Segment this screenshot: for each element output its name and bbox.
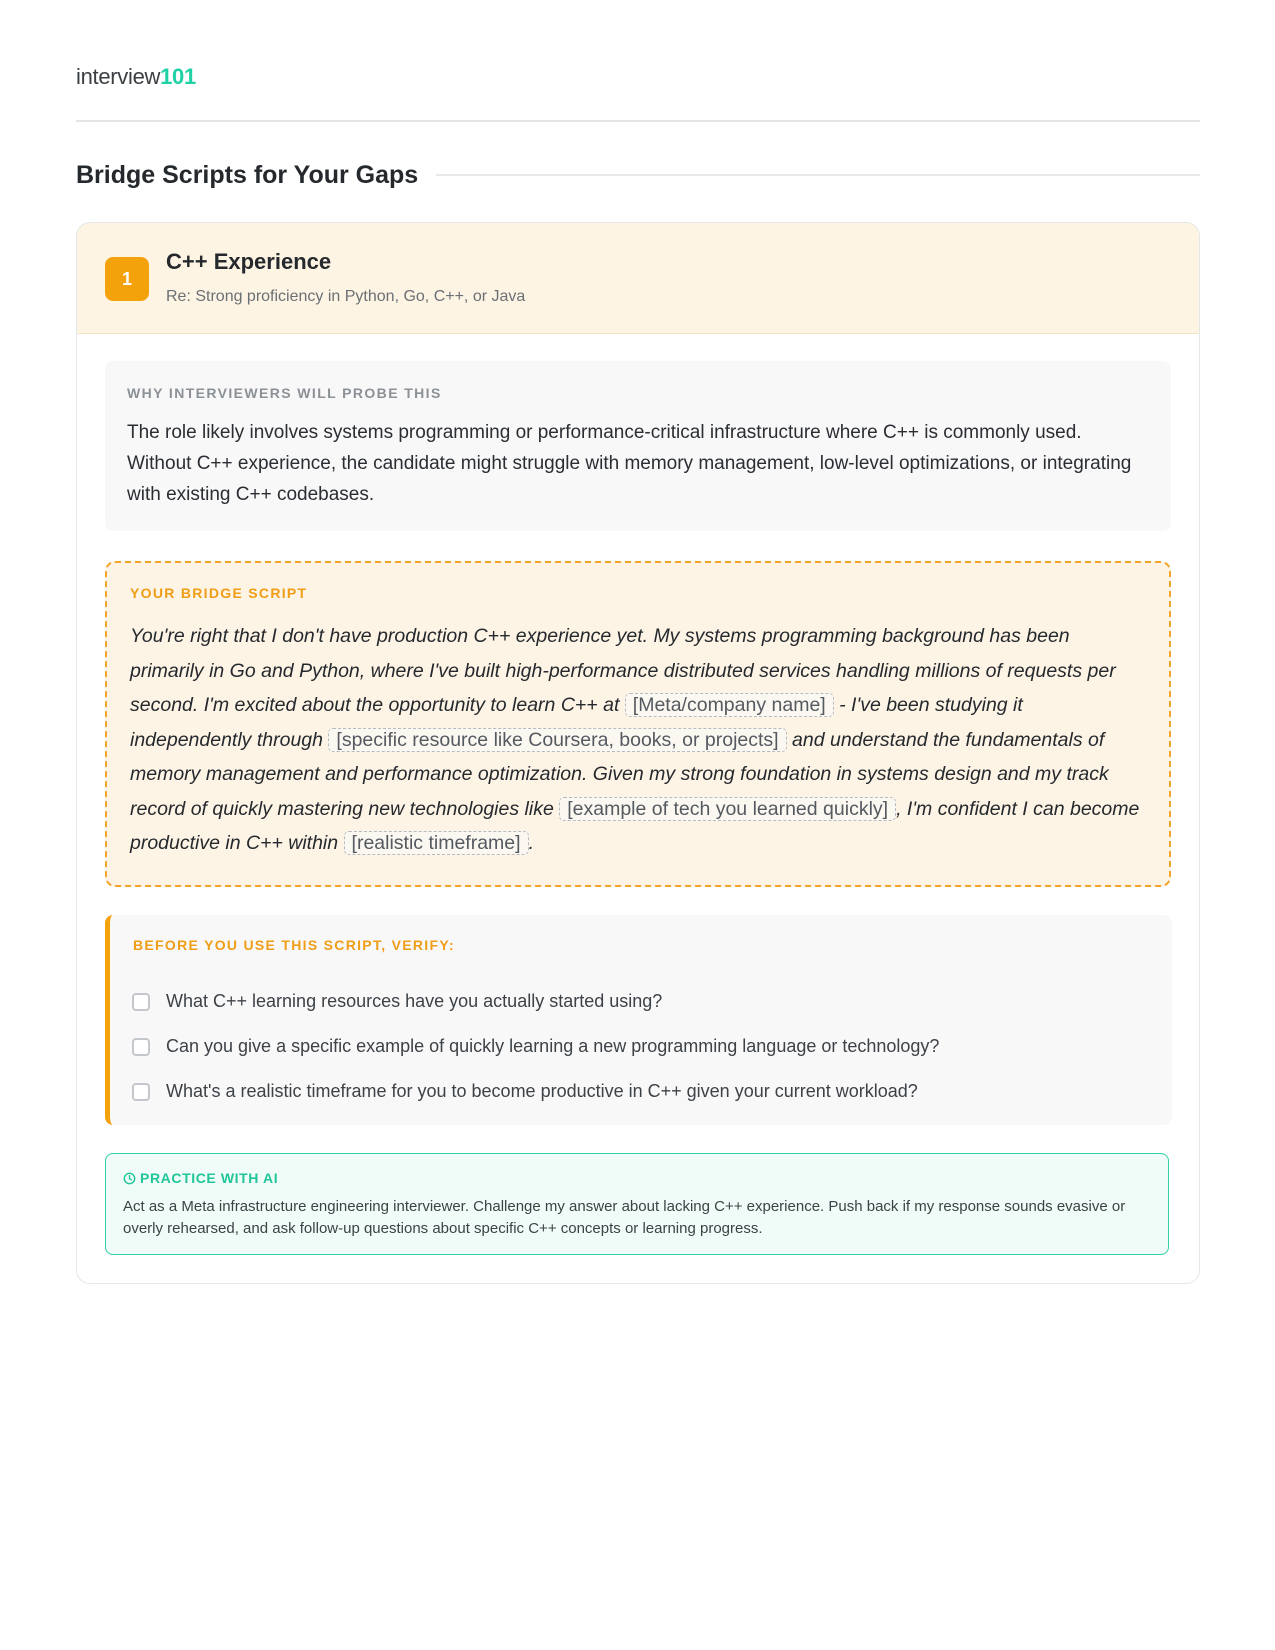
placeholder-timeframe[interactable]: [realistic timeframe] <box>344 831 529 855</box>
why-probe-text: The role likely involves systems programming or performance-critical infrastructure where C++ is commonly used. Without C++ experience, the candidate might struggle with memory management, low-level optimizations, or integrating with existing C++ codebases. <box>127 422 1132 505</box>
verify-checkbox[interactable] <box>132 1038 150 1056</box>
placeholder-resource[interactable]: [specific resource like Coursera, books, or projects] <box>328 728 786 752</box>
verify-checkbox[interactable] <box>132 1083 150 1101</box>
verify-item[interactable] <box>132 1024 939 1069</box>
section-title: Bridge Scripts for Your Gaps <box>76 160 419 189</box>
verify-list <box>132 979 939 1114</box>
gap-card <box>76 222 1200 1284</box>
practice-ai-label-text: PRACTICE WITH AI <box>140 1170 279 1186</box>
verify-checkbox[interactable] <box>132 993 150 1011</box>
placeholder-company[interactable]: [Meta/company name] <box>625 693 834 717</box>
verify-item-text: What C++ learning resources have you actually started using? <box>166 991 663 1011</box>
bridge-script-label: YOUR BRIDGE SCRIPT <box>130 585 308 601</box>
script-text-segment: - I've been studying it independently through <box>130 694 1023 751</box>
script-text-segment: , I'm confident I can become productive in C++ within <box>130 797 1140 854</box>
verify-item[interactable] <box>132 1069 939 1114</box>
practice-ai-prompt: Act as a Meta infrastructure engineering interviewer. Challenge my answer about lacking C++ experience. Push back if my response sounds evasive or overly rehearsed, and ask follow-up questions about specific C++ concepts or learning progress. <box>123 1198 1126 1237</box>
verify-label: BEFORE YOU USE THIS SCRIPT, VERIFY: <box>133 937 455 953</box>
gap-number-badge: 1 <box>105 257 149 301</box>
placeholder-tech-example[interactable]: [example of tech you learned quickly] <box>559 797 896 821</box>
bridge-script-text <box>130 619 1148 861</box>
section-divider <box>436 174 1200 176</box>
header-divider <box>76 120 1200 122</box>
bridge-script-box <box>105 561 1171 887</box>
script-text-segment: . <box>528 832 534 854</box>
why-probe-box <box>105 361 1171 531</box>
brand-word: interview <box>76 64 161 89</box>
section-header <box>76 157 1200 193</box>
gap-subtitle: Re: Strong proficiency in Python, Go, C++, or Java <box>166 288 526 305</box>
brand-number: 101 <box>160 64 196 89</box>
verify-item[interactable] <box>132 979 939 1024</box>
script-text-segment: You're right that I don't have production C++ experience yet. My systems programming background has been primarily in Go and Python, where I've built high-performance distributed services handling millions of requests per second. I'm excited about the opportunity to learn C++ at <box>130 625 1116 716</box>
verify-item-text: Can you give a specific example of quickly learning a new programming language or technology? <box>166 1036 940 1056</box>
verify-item-text: What's a realistic timeframe for you to become productive in C++ given your current workload? <box>166 1081 918 1101</box>
practice-ai-box <box>105 1153 1169 1255</box>
script-text-segment: and understand the fundamentals of memory management and performance optimization. Given my strong foundation in systems design and my track record of quickly mastering new technologies like <box>130 728 1109 820</box>
gap-card-header <box>77 223 1199 334</box>
verify-box <box>105 915 1172 1125</box>
clock-icon <box>123 1172 136 1185</box>
practice-ai-label <box>123 1170 278 1186</box>
gap-title: C++ Experience <box>166 249 332 274</box>
brand-logo[interactable] <box>76 64 196 90</box>
why-probe-label: WHY INTERVIEWERS WILL PROBE THIS <box>127 385 442 401</box>
